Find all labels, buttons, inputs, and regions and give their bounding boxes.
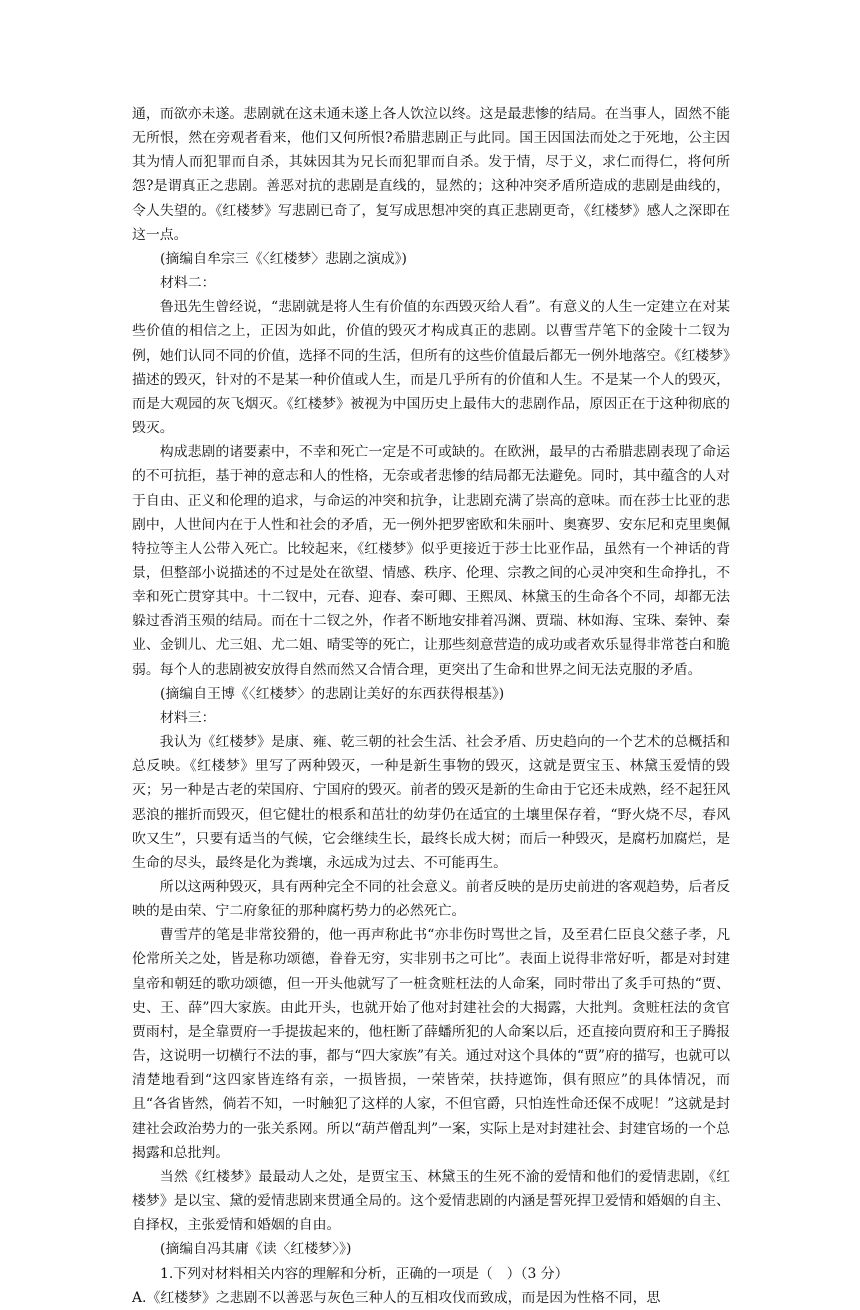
question-1-option-a: A.《红楼梦》之悲剧不以善恶与灰色三种人的互相攻伐而致成，而是因为性格不同，思 xyxy=(132,1289,661,1306)
question-1: 1.下列对材料相关内容的理解和分析，正确的一项是（ ）（3 分） xyxy=(160,1265,569,1282)
material-3-paragraph-1: 我认为《红楼梦》是康、雍、乾三朝的社会生活、社会矛盾、历史趋向的一个艺术的总概括和总反映。《红楼梦》里写了两种毁灭，一种是新生事物的毁灭，这就是贾宝玉、林黛玉爱情的毁灭；另一种是古老的荣国府、宁国府的毁灭。前者的毁灭是新的生命由于它还未成熟，经不起狂风恶浪的摧折而毁灭，但它健壮的根系和茁壮的幼芽仍在适宜的土壤里保存着，“野火烧不尽，春风吹又生”，只要有适当的气候，它会继续生长，最终长成大树；而后一种毁灭，是腐朽加腐烂，是生命的尽头，最终是化为粪壤，永远成为过去、不可能再生。 xyxy=(132,734,730,871)
material-3-paragraph-4: 当然《红楼梦》最最动人之处，是贾宝玉、林黛玉的生死不渝的爱情和他们的爱情悲剧，《红楼梦》是以宝、黛的爱情悲剧来贯通全局的。这个爱情悲剧的内涵是誓死捍卫爱情和婚姻的自主、自择权，主张爱情和婚姻的自由。 xyxy=(132,1168,730,1234)
material-2-paragraph-1: 鲁迅先生曾经说，“悲剧就是将人生有价值的东西毁灭给人看”。有意义的人生一定建立在对某些价值的相信之上，正因为如此，价值的毁灭才构成真正的悲剧。以曹雪芹笔下的金陵十二钗为例，她们认同不同的价值，选择不同的生活，但所有的这些价值最后都无一例外地落空。《红楼梦》描述的毁灭，针对的不是某一种价值或人生，而是几乎所有的价值和人生。不是某一个人的毁灭，而是大观园的灰飞烟灭。《红楼梦》被视为中国历史上最伟大的悲剧作品，原因正在于这种彻底的毁灭。 xyxy=(132,299,730,437)
source-note-1: (摘编自牟宗三《〈红楼梦〉悲剧之演成》) xyxy=(160,250,407,267)
material-2-heading: 材料二： xyxy=(160,275,216,292)
source-note-2: (摘编自王博《〈红楼梦〉的悲剧让美好的东西获得根基》) xyxy=(160,685,505,702)
document-page xyxy=(132,102,730,1310)
material-3-heading: 材料三： xyxy=(160,709,216,726)
source-note-3: (摘编自冯其庸《读〈红楼梦〉》) xyxy=(160,1241,352,1258)
paragraph-intro-continued: 通，而欲亦未遂。悲剧就在这未通未遂上各人饮泣以终。这是最悲惨的结局。在当事人，固然不能无所恨，然在旁观者看来，他们又何所恨?希腊悲剧正与此同。国王因国法而处之于死地，公主因其为情人而犯罪而自杀，其妹因其为兄长而犯罪而自杀。发于情，尽于义，求仁而得仁，将何所怨?是谓真正之悲剧。善恶对抗的悲剧是直线的，显然的；这种冲突矛盾所造成的悲剧是曲线的，令人失望的。《红楼梦》写悲剧已奇了，复写成思想冲突的真正悲剧更奇，《红楼梦》感人之深即在这一点。 xyxy=(132,106,730,243)
material-3-paragraph-2: 所以这两种毁灭，具有两种完全不同的社会意义。前者反映的是历史前进的客观趋势，后者反映的是由荣、宁二府象征的那种腐朽势力的必然死亡。 xyxy=(132,879,730,920)
material-3-paragraph-3: 曹雪芹的笔是非常狡猾的，他一再声称此书“亦非伤时骂世之旨，及至君仁臣良父慈子孝，凡伦常所关之处，皆是称功颂德，眷眷无穷，实非别书之可比”。表面上说得非常好听，都是对封建皇帝和朝廷的歌功颂德，但一开头他就写了一桩贪赃枉法的人命案，同时带出了炙手可热的“贾、史、王、薛”四大家族。由此开头，也就开始了他对封建社会的大揭露，大批判。贪赃枉法的贪官贾雨村，是全靠贾府一手提拔起来的，他枉断了薛蟠所犯的人命案以后，还直接向贾府和王子腾报告，这说明一切横行不法的事，都与“四大家族”有关。通过对这个具体的“贾”府的描写，也就可以清楚地看到“这四家皆连络有亲，一损皆损，一荣皆荣，扶持遮饰，俱有照应”的具体情况，而且“各省皆然，倘若不知，一时触犯了这样的人家，不但官爵，只怕连性命还保不成呢！”这就是封建社会政治势力的一张关系网。所以“葫芦僧乱判”一案，实际上是对封建社会、封建官场的一个总揭露和总批判。 xyxy=(132,927,730,1161)
material-2-paragraph-2: 构成悲剧的诸要素中，不幸和死亡一定是不可或缺的。在欧洲，最早的古希腊悲剧表现了命运的不可抗拒，基于神的意志和人的性格，无奈或者悲惨的结局都无法避免。同时，其中蕴含的人对于自由、正义和伦理的追求，与命运的冲突和抗争，让悲剧充满了崇高的意味。而在莎士比亚的悲剧中，人世间内在于人性和社会的矛盾，无一例外把罗密欧和朱丽叶、奥赛罗、安东尼和克里奥佩特拉等主人公带入死亡。比较起来，《红楼梦》似乎更接近于莎士比亚作品，虽然有一个神话的背景，但整部小说描述的不过是处在欲望、情感、秩序、伦理、宗教之间的心灵冲突和生命挣扎，不幸和死亡贯穿其中。十二钗中，元春、迎春、秦可卿、王熙凤、林黛玉的生命各个不同，却都无法躲过香消玉殒的结局。而在十二钗之外，作者不断地安排着冯渊、贾瑞、林如海、宝珠、秦钟、秦业、金钏儿、尤三姐、尤二姐、晴雯等的死亡，让那些刻意营造的成功或者欢乐显得非常苍白和脆弱。每个人的悲剧被安放得自然而然又合情合理，更突出了生命和世界之间无法克服的矛盾。 xyxy=(132,444,730,678)
